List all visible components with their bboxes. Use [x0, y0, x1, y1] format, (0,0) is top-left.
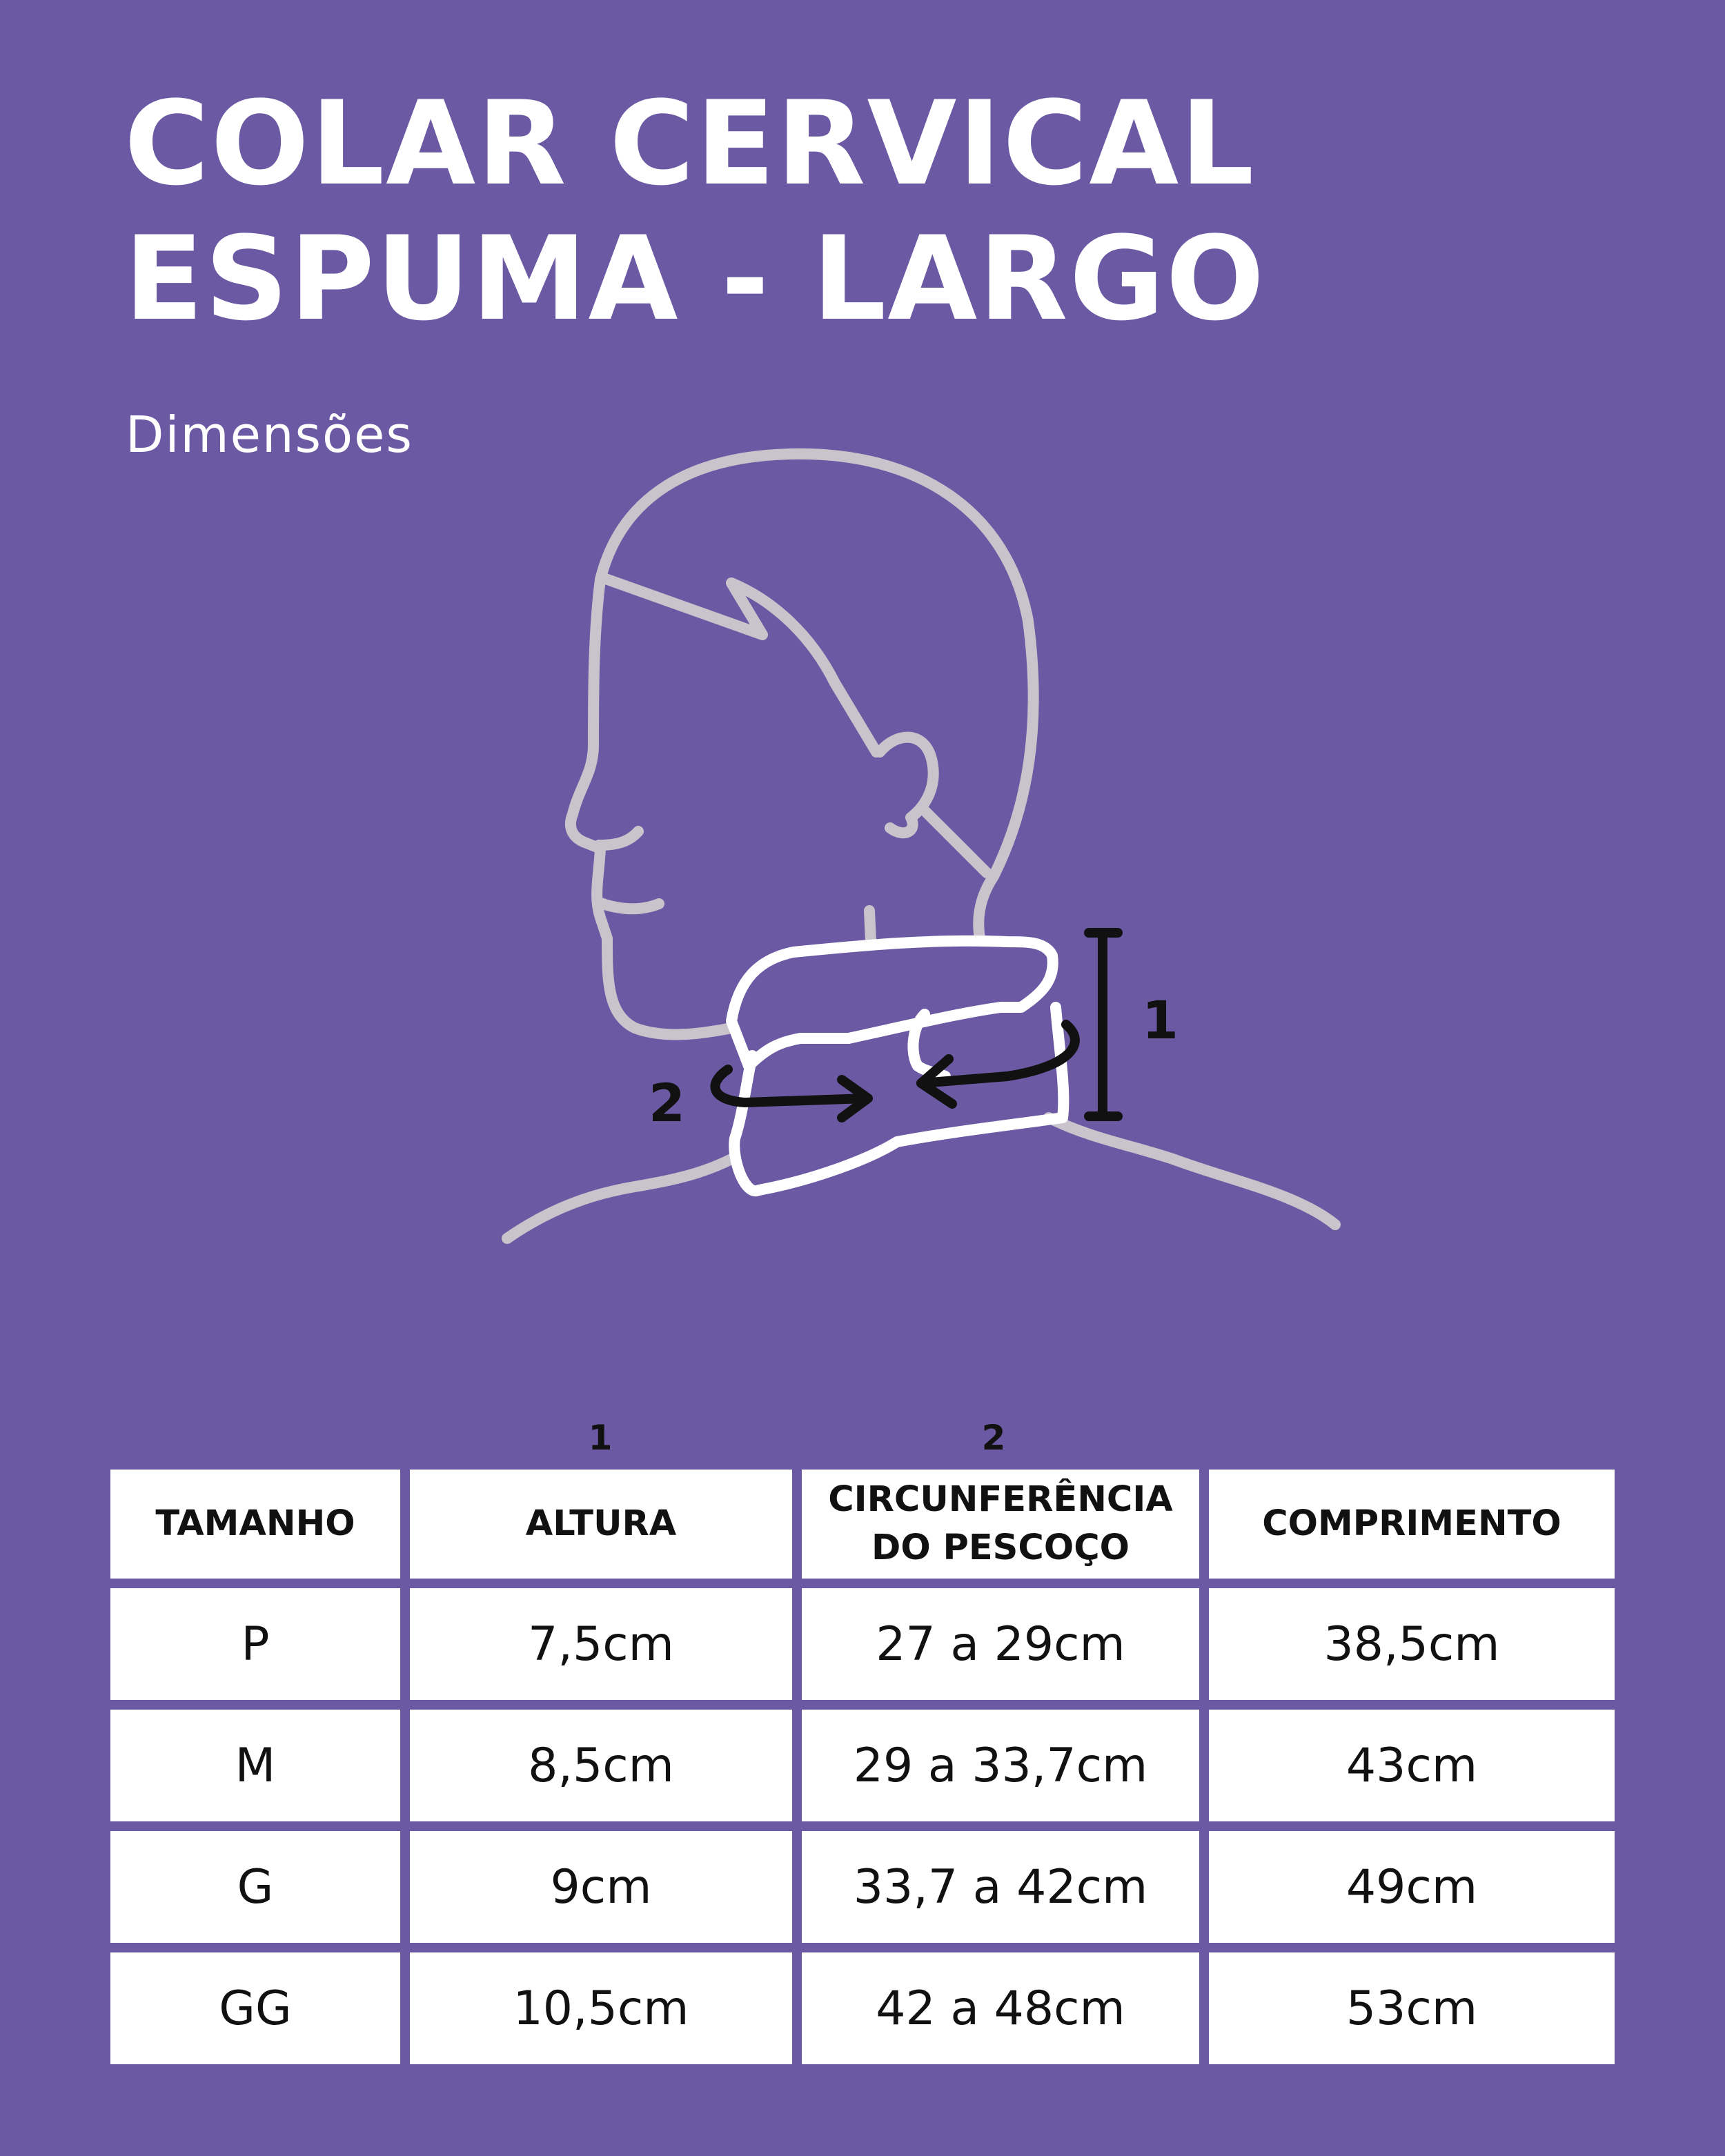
column-index-altura: 1	[588, 1418, 613, 1458]
cell-tamanho: GG	[110, 1952, 400, 2064]
cell-comprimento: 38,5cm	[1209, 1588, 1615, 1700]
table-header-row	[110, 1470, 1615, 1579]
table-row	[110, 1831, 1615, 1943]
header-circunferencia	[802, 1470, 1199, 1579]
title-line-2: ESPUMA - LARGO	[124, 211, 1266, 346]
cell-altura: 9cm	[410, 1831, 792, 1943]
title-line-1: COLAR CERVICAL	[124, 76, 1256, 211]
chin-line	[599, 902, 659, 909]
header-tamanho: TAMANHO	[110, 1470, 400, 1579]
table-row	[110, 1952, 1615, 2064]
lip	[599, 831, 638, 845]
shoulder-right	[1049, 1118, 1335, 1225]
neck-front	[869, 911, 871, 942]
table-row	[110, 1588, 1615, 1700]
table-row	[110, 1710, 1615, 1821]
cell-altura: 8,5cm	[410, 1710, 792, 1821]
header-circunferencia-line-2: DO PESCOÇO	[871, 1527, 1130, 1568]
cell-altura: 7,5cm	[410, 1588, 792, 1700]
cell-tamanho: P	[110, 1588, 400, 1700]
header-comprimento: COMPRIMENTO	[1209, 1470, 1615, 1579]
cell-tamanho: M	[110, 1710, 400, 1821]
cell-comprimento: 49cm	[1209, 1831, 1615, 1943]
section-subtitle: Dimensões	[126, 406, 413, 464]
jaw-line	[925, 811, 987, 873]
header-circunferencia-line-1: CIRCUNFERÊNCIA	[828, 1479, 1173, 1520]
neck-collar-illustration	[483, 435, 1380, 1249]
shoulder-left	[507, 1159, 731, 1238]
cell-circunferencia: 33,7 a 42cm	[802, 1831, 1199, 1943]
label-height: 1	[1142, 989, 1179, 1051]
hairline	[604, 578, 876, 752]
size-table	[101, 1460, 1624, 2074]
face-profile	[571, 580, 731, 1034]
header-altura: ALTURA	[410, 1470, 792, 1579]
head-outline	[600, 454, 1034, 938]
page-title	[124, 76, 1265, 346]
label-circumference: 2	[649, 1072, 685, 1134]
cell-circunferencia: 29 a 33,7cm	[802, 1710, 1199, 1821]
cell-circunferencia: 42 a 48cm	[802, 1952, 1199, 2064]
cell-tamanho: G	[110, 1831, 400, 1943]
column-index-circunferencia: 2	[981, 1418, 1006, 1458]
collar-front	[731, 941, 1053, 1066]
cell-altura: 10,5cm	[410, 1952, 792, 2064]
cell-circunferencia: 27 a 29cm	[802, 1588, 1199, 1700]
cell-comprimento: 43cm	[1209, 1710, 1615, 1821]
cell-comprimento: 53cm	[1209, 1952, 1615, 2064]
